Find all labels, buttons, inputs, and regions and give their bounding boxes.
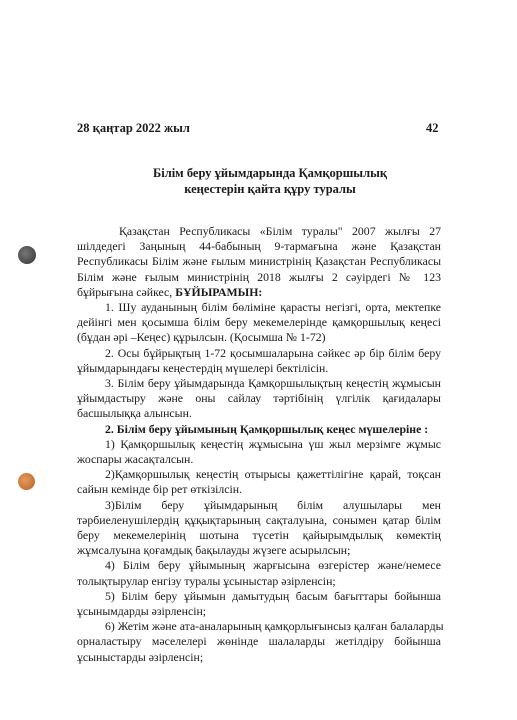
body-line: бұйрығына сәйкес, БҰЙЫРАМЫН: <box>77 284 263 299</box>
body-line: шілдедегі Заңының 44-бабының 9-тармағына және Қазақстан <box>77 239 441 254</box>
body-line: Білім және ғылым министрінің 2018 жылғы 2 сәуірдегі № 123 <box>77 269 441 284</box>
body-line: ұсыныстарды әзірленсін; <box>77 649 204 664</box>
body-line: 5) Білім беру ұйымын дамытудың басым бағыттары бойынша <box>105 588 441 603</box>
body-line: орналастыру мәселелері жөнінде шалаларды жетілдіру бойынша <box>77 634 441 649</box>
body-line: 1) Қамқоршылық кеңестің жұмысына үш жыл мерзімге жұмыс <box>105 436 441 451</box>
punch-hole <box>18 473 35 490</box>
body-line: 2)Қамқоршылық кеңестің отырысы қажеттілігіне қарай, тоқсан <box>105 467 441 482</box>
body-line: (бұдан әрі –Кеңес) құрылсын. (Қосымша № 1-72) <box>77 330 326 345</box>
body-line: 4) Білім беру ұйымының жарғысына өзгерістер және/немесе <box>105 558 441 573</box>
document-date: 28 қаңтар 2022 жыл <box>77 121 190 135</box>
body-line: ұйымдарындағы кеңестердің мүшелері бектілісін. <box>77 360 329 375</box>
body-line: толықтырулар енгізу туралы ұсыныстар әзірленсін; <box>77 573 336 588</box>
body-line: тәрбиеленушілердің құқықтарының сақталуына, сонымен қатар білім <box>77 512 441 527</box>
body-line: 2. Осы бұйрықтың 1-72 қосымшаларына сәйкес әр бір білім беру <box>105 345 441 360</box>
stamp-mark <box>18 246 36 264</box>
body-line: ұсынымдарды әзірленсін; <box>77 604 207 619</box>
document-number: 42 <box>426 121 439 135</box>
body-line: Қазақстан Республикасы «Білім туралы" 2007 жылғы 27 <box>119 224 441 238</box>
document-title <box>130 165 410 197</box>
body-line: 1. Шу ауданының білім бөліміне қарасты негізгі, орта, мектепке <box>105 300 441 315</box>
body-line: 3)Білім беру ұйымдарының білім алушылары мен <box>105 497 441 512</box>
title-line-2: кеңестерін қайта құру туралы <box>184 182 356 196</box>
body-line: жұмсалуына қоғамдық бақылауды жүзеге асырылсын; <box>77 543 351 558</box>
body-line: Республикасы Білім және ғылым министрінің Қазақстан Республикасы <box>77 254 441 269</box>
body-line: басшылыққа алынсын. <box>77 406 192 421</box>
document-body <box>77 224 444 665</box>
body-line: жоспары жасақталсын. <box>77 452 194 467</box>
body-line: сайын кемінде бір рет өткізілсін. <box>77 482 243 497</box>
body-line: дейінгі мен қосымша білім беру мекемелерінде қамқоршылық кеңесі <box>77 315 441 330</box>
body-line: 6) Жетім және ата-аналарының қамқорлығынсыз қалған балаларды <box>105 619 444 634</box>
section-heading: 2. Білім беру ұйымының Қамқоршылық кеңес мүшелеріне : <box>105 421 429 436</box>
body-line-order <box>77 285 441 300</box>
body-line: беру мекемелерінің шотына түсетін қайырымдылық көмектің <box>77 528 441 543</box>
body-line: 3. Білім беру ұйымдарында Қамқоршылықтың кеңестің жұмысын <box>105 376 441 391</box>
title-line-1: Білім беру ұйымдарында Қамқоршылық <box>152 166 388 180</box>
body-line: ұйымдастыру және оны сайлау тәртібінің үлгілік қағидалары <box>77 391 441 406</box>
